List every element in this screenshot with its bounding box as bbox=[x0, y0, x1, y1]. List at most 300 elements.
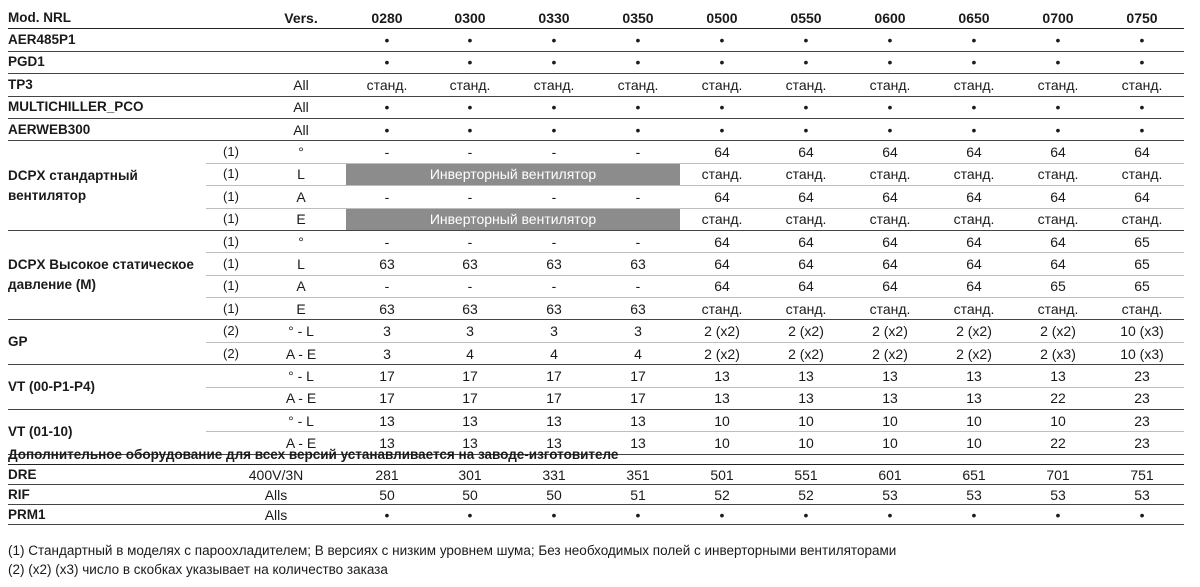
version-cell: All bbox=[256, 96, 346, 118]
value-cell: - bbox=[428, 141, 512, 163]
value-cell: 65 bbox=[1016, 275, 1100, 297]
table-row bbox=[8, 141, 1184, 163]
value-cell: • bbox=[428, 505, 512, 525]
value-cell: - bbox=[512, 186, 596, 208]
value-cell: • bbox=[596, 118, 680, 140]
value-cell: 50 bbox=[428, 485, 512, 505]
value-cell: станд. bbox=[764, 208, 848, 230]
value-cell: 13 bbox=[512, 410, 596, 432]
value-cell: - bbox=[346, 186, 428, 208]
note-header bbox=[206, 7, 256, 29]
optional-title-row bbox=[8, 445, 1184, 465]
version-cell: ° - L bbox=[256, 365, 346, 387]
table-row bbox=[8, 410, 1184, 432]
version-cell: L bbox=[256, 163, 346, 185]
table-row bbox=[8, 320, 1184, 342]
value-cell: • bbox=[1016, 505, 1100, 525]
value-cell: - bbox=[512, 141, 596, 163]
note-cell: (1) bbox=[206, 275, 256, 297]
value-cell: 64 bbox=[680, 186, 764, 208]
value-cell: станд. bbox=[764, 163, 848, 185]
value-cell: 2 (x2) bbox=[848, 320, 932, 342]
value-cell: 63 bbox=[346, 298, 428, 320]
value-cell: 64 bbox=[764, 186, 848, 208]
value-cell: 13 bbox=[680, 365, 764, 387]
value-cell: 63 bbox=[596, 253, 680, 275]
note-cell bbox=[206, 410, 256, 432]
value-cell: 301 bbox=[428, 465, 512, 485]
note-cell bbox=[206, 29, 256, 51]
group-label: VT (01-10) bbox=[8, 410, 206, 455]
version-cell: ° bbox=[256, 141, 346, 163]
value-cell: 2 (x2) bbox=[680, 342, 764, 364]
note-cell: (1) bbox=[206, 141, 256, 163]
version-cell: A - E bbox=[256, 432, 346, 454]
value-cell: • bbox=[346, 118, 428, 140]
value-cell: 64 bbox=[680, 253, 764, 275]
value-cell: 52 bbox=[764, 485, 848, 505]
value-cell: 13 bbox=[512, 432, 596, 454]
table-row bbox=[8, 96, 1184, 118]
value-cell: станд. bbox=[1016, 163, 1100, 185]
value-cell: • bbox=[1016, 51, 1100, 73]
value-cell: 52 bbox=[680, 485, 764, 505]
value-cell: • bbox=[680, 118, 764, 140]
value-cell: 10 bbox=[932, 432, 1016, 454]
table-row bbox=[8, 118, 1184, 140]
value-cell: - bbox=[346, 275, 428, 297]
model-column-header: 0600 bbox=[848, 7, 932, 29]
value-cell: • bbox=[1100, 96, 1184, 118]
value-cell: станд. bbox=[1016, 74, 1100, 96]
version-cell: All bbox=[256, 74, 346, 96]
note-cell: (1) bbox=[206, 186, 256, 208]
version-cell: ° - L bbox=[256, 410, 346, 432]
value-cell: 64 bbox=[932, 186, 1016, 208]
group-label: DCPX стандартный вентилятор bbox=[8, 141, 206, 231]
value-cell: 64 bbox=[932, 253, 1016, 275]
value-cell: - bbox=[596, 275, 680, 297]
table-row bbox=[8, 365, 1184, 387]
value-cell: 13 bbox=[932, 387, 1016, 409]
value-cell: станд. bbox=[1100, 163, 1184, 185]
model-column-header: 0280 bbox=[346, 7, 428, 29]
value-cell: 51 bbox=[596, 485, 680, 505]
accessories-table bbox=[8, 7, 1184, 455]
value-cell: станд. bbox=[680, 74, 764, 96]
note-cell bbox=[206, 51, 256, 73]
value-cell: • bbox=[932, 118, 1016, 140]
value-cell: станд. bbox=[680, 163, 764, 185]
value-cell: 53 bbox=[1100, 485, 1184, 505]
value-cell: 64 bbox=[848, 230, 932, 252]
note-cell: (2) bbox=[206, 342, 256, 364]
value-cell: 10 bbox=[1016, 410, 1100, 432]
value-cell: 10 bbox=[764, 432, 848, 454]
value-cell: 64 bbox=[848, 186, 932, 208]
value-cell: - bbox=[596, 230, 680, 252]
value-cell: 2 (x2) bbox=[1016, 320, 1100, 342]
value-cell: 2 (x2) bbox=[764, 320, 848, 342]
value-cell: • bbox=[512, 51, 596, 73]
value-cell: 63 bbox=[428, 298, 512, 320]
value-cell: - bbox=[512, 230, 596, 252]
inverter-fan-cell: Инверторный вентилятор bbox=[346, 208, 680, 230]
note-cell: (1) bbox=[206, 163, 256, 185]
value-cell: • bbox=[764, 96, 848, 118]
value-cell: - bbox=[428, 186, 512, 208]
note-cell bbox=[206, 387, 256, 409]
value-cell: 501 bbox=[680, 465, 764, 485]
version-cell: A - E bbox=[256, 387, 346, 409]
value-cell: • bbox=[848, 29, 932, 51]
value-cell: • bbox=[596, 96, 680, 118]
table-row bbox=[8, 51, 1184, 73]
note-cell bbox=[206, 74, 256, 96]
value-cell: 701 bbox=[1016, 465, 1100, 485]
version-cell: L bbox=[256, 253, 346, 275]
value-cell: 13 bbox=[428, 432, 512, 454]
value-cell: 2 (x2) bbox=[764, 342, 848, 364]
value-cell: 2 (x2) bbox=[932, 342, 1016, 364]
value-cell: станд. bbox=[1100, 298, 1184, 320]
value-cell: 64 bbox=[1100, 141, 1184, 163]
value-cell: станд. bbox=[1016, 298, 1100, 320]
value-cell: 10 bbox=[932, 410, 1016, 432]
value-cell: станд. bbox=[428, 74, 512, 96]
value-cell: 63 bbox=[428, 253, 512, 275]
value-cell: 17 bbox=[512, 387, 596, 409]
value-cell: 65 bbox=[1100, 253, 1184, 275]
value-cell: • bbox=[764, 505, 848, 525]
version-cell bbox=[256, 29, 346, 51]
value-cell: 651 bbox=[932, 465, 1016, 485]
row-label: AER485P1 bbox=[8, 29, 206, 51]
model-column-header: 0330 bbox=[512, 7, 596, 29]
version-cell: ° - L bbox=[256, 320, 346, 342]
value-cell: 64 bbox=[1016, 141, 1100, 163]
value-cell: • bbox=[346, 505, 428, 525]
version-cell: ° bbox=[256, 230, 346, 252]
value-cell: • bbox=[680, 51, 764, 73]
value-cell: станд. bbox=[848, 163, 932, 185]
note-cell bbox=[206, 96, 256, 118]
value-cell: 4 bbox=[428, 342, 512, 364]
value-cell: • bbox=[346, 51, 428, 73]
value-cell: - bbox=[428, 275, 512, 297]
value-cell: станд. bbox=[764, 298, 848, 320]
value-cell: 50 bbox=[512, 485, 596, 505]
value-cell: 64 bbox=[1016, 253, 1100, 275]
value-cell: • bbox=[848, 51, 932, 73]
value-cell: 64 bbox=[680, 141, 764, 163]
value-cell: 13 bbox=[346, 432, 428, 454]
model-column-header: 0700 bbox=[1016, 7, 1100, 29]
version-cell bbox=[256, 51, 346, 73]
value-cell: станд. bbox=[680, 298, 764, 320]
value-cell: 551 bbox=[764, 465, 848, 485]
note-cell: (1) bbox=[206, 208, 256, 230]
value-cell: станд. bbox=[1100, 74, 1184, 96]
value-cell: • bbox=[848, 505, 932, 525]
value-cell: 64 bbox=[1016, 230, 1100, 252]
value-cell: 23 bbox=[1100, 410, 1184, 432]
value-cell: 2 (x2) bbox=[680, 320, 764, 342]
row-label: AERWEB300 bbox=[8, 118, 206, 140]
note-cell: (2) bbox=[206, 320, 256, 342]
inverter-fan-cell: Инверторный вентилятор bbox=[346, 163, 680, 185]
version-cell: 400V/3N bbox=[206, 465, 346, 485]
model-column-header: 0550 bbox=[764, 7, 848, 29]
value-cell: станд. bbox=[680, 208, 764, 230]
value-cell: станд. bbox=[848, 208, 932, 230]
value-cell: 13 bbox=[848, 387, 932, 409]
value-cell: станд. bbox=[848, 74, 932, 96]
value-cell: станд. bbox=[764, 74, 848, 96]
version-cell: Alls bbox=[206, 505, 346, 525]
value-cell: 351 bbox=[596, 465, 680, 485]
value-cell: станд. bbox=[932, 163, 1016, 185]
version-cell: A - E bbox=[256, 342, 346, 364]
model-column-header: 0650 bbox=[932, 7, 1016, 29]
version-cell: E bbox=[256, 298, 346, 320]
value-cell: 17 bbox=[428, 365, 512, 387]
value-cell: • bbox=[428, 118, 512, 140]
value-cell: • bbox=[848, 96, 932, 118]
table-row bbox=[8, 74, 1184, 96]
value-cell: 13 bbox=[764, 365, 848, 387]
value-cell: 13 bbox=[1016, 365, 1100, 387]
value-cell: 10 (x3) bbox=[1100, 342, 1184, 364]
value-cell: 17 bbox=[596, 387, 680, 409]
header-row bbox=[8, 7, 1184, 29]
value-cell: 17 bbox=[428, 387, 512, 409]
footnote-2: (2) (x2) (x3) число в скобках указывает на количество заказа bbox=[8, 562, 388, 577]
table-row bbox=[8, 29, 1184, 51]
value-cell: 10 (x3) bbox=[1100, 320, 1184, 342]
value-cell: 331 bbox=[512, 465, 596, 485]
value-cell: 50 bbox=[346, 485, 428, 505]
value-cell: • bbox=[512, 118, 596, 140]
value-cell: 2 (x2) bbox=[932, 320, 1016, 342]
value-cell: • bbox=[932, 505, 1016, 525]
row-label: PGD1 bbox=[8, 51, 206, 73]
value-cell: 17 bbox=[512, 365, 596, 387]
value-cell: 64 bbox=[848, 275, 932, 297]
value-cell: 63 bbox=[346, 253, 428, 275]
note-cell: (1) bbox=[206, 253, 256, 275]
value-cell: 64 bbox=[932, 275, 1016, 297]
table-row bbox=[8, 505, 1184, 525]
value-cell: 4 bbox=[512, 342, 596, 364]
value-cell: 23 bbox=[1100, 365, 1184, 387]
value-cell: 63 bbox=[596, 298, 680, 320]
value-cell: 53 bbox=[932, 485, 1016, 505]
value-cell: 64 bbox=[932, 230, 1016, 252]
value-cell: • bbox=[512, 29, 596, 51]
version-cell: A bbox=[256, 275, 346, 297]
value-cell: 64 bbox=[680, 230, 764, 252]
value-cell: 53 bbox=[1016, 485, 1100, 505]
value-cell: 3 bbox=[596, 320, 680, 342]
value-cell: 64 bbox=[764, 230, 848, 252]
value-cell: • bbox=[932, 96, 1016, 118]
value-cell: 22 bbox=[1016, 387, 1100, 409]
row-label: RIF bbox=[8, 485, 206, 505]
version-cell: A bbox=[256, 186, 346, 208]
value-cell: • bbox=[680, 29, 764, 51]
value-cell: 13 bbox=[346, 410, 428, 432]
value-cell: станд. bbox=[346, 74, 428, 96]
value-cell: • bbox=[764, 118, 848, 140]
value-cell: • bbox=[428, 51, 512, 73]
value-cell: • bbox=[764, 51, 848, 73]
value-cell: 10 bbox=[680, 410, 764, 432]
note-cell: (1) bbox=[206, 298, 256, 320]
version-header: Vers. bbox=[256, 7, 346, 29]
value-cell: - bbox=[596, 141, 680, 163]
value-cell: - bbox=[512, 275, 596, 297]
value-cell: 17 bbox=[346, 365, 428, 387]
value-cell: • bbox=[848, 118, 932, 140]
value-cell: 281 bbox=[346, 465, 428, 485]
value-cell: станд. bbox=[932, 298, 1016, 320]
value-cell: 64 bbox=[764, 141, 848, 163]
value-cell: 63 bbox=[512, 253, 596, 275]
value-cell: 64 bbox=[932, 141, 1016, 163]
value-cell: • bbox=[932, 51, 1016, 73]
value-cell: станд. bbox=[848, 298, 932, 320]
value-cell: станд. bbox=[512, 74, 596, 96]
value-cell: 3 bbox=[346, 342, 428, 364]
value-cell: 64 bbox=[680, 275, 764, 297]
value-cell: 13 bbox=[932, 365, 1016, 387]
value-cell: 10 bbox=[764, 410, 848, 432]
value-cell: • bbox=[1016, 29, 1100, 51]
value-cell: - bbox=[428, 230, 512, 252]
value-cell: • bbox=[1100, 118, 1184, 140]
value-cell: 3 bbox=[512, 320, 596, 342]
row-label: PRM1 bbox=[8, 505, 206, 525]
value-cell: - bbox=[596, 186, 680, 208]
value-cell: 64 bbox=[764, 253, 848, 275]
group-label: GP bbox=[8, 320, 206, 365]
value-cell: 64 bbox=[764, 275, 848, 297]
value-cell: 751 bbox=[1100, 465, 1184, 485]
value-cell: • bbox=[764, 29, 848, 51]
value-cell: станд. bbox=[596, 74, 680, 96]
value-cell: • bbox=[1016, 96, 1100, 118]
value-cell: 13 bbox=[764, 387, 848, 409]
model-column-header: 0500 bbox=[680, 7, 764, 29]
value-cell: 13 bbox=[848, 365, 932, 387]
value-cell: 2 (x3) bbox=[1016, 342, 1100, 364]
footnote-1: (1) Стандартный в моделях с пароохладителем; В версиях с низким уровнем шума; Без необходимых полей с инверторными вентиляторами bbox=[8, 543, 897, 558]
value-cell: • bbox=[512, 96, 596, 118]
value-cell: 10 bbox=[848, 432, 932, 454]
value-cell: • bbox=[1100, 505, 1184, 525]
value-cell: • bbox=[680, 505, 764, 525]
note-cell: (1) bbox=[206, 230, 256, 252]
value-cell: • bbox=[1100, 51, 1184, 73]
value-cell: 17 bbox=[596, 365, 680, 387]
value-cell: 10 bbox=[848, 410, 932, 432]
group-label: DCPX Высокое статическое давление (M) bbox=[8, 230, 206, 320]
value-cell: 13 bbox=[596, 410, 680, 432]
value-cell: 23 bbox=[1100, 387, 1184, 409]
model-column-header: 0750 bbox=[1100, 7, 1184, 29]
value-cell: станд. bbox=[932, 208, 1016, 230]
value-cell: 2 (x2) bbox=[848, 342, 932, 364]
table-row bbox=[8, 465, 1184, 485]
group-label: VT (00-P1-P4) bbox=[8, 365, 206, 410]
value-cell: • bbox=[596, 29, 680, 51]
model-header: Mod. NRL bbox=[8, 7, 206, 29]
version-cell: Alls bbox=[206, 485, 346, 505]
value-cell: 65 bbox=[1100, 275, 1184, 297]
value-cell: • bbox=[1016, 118, 1100, 140]
value-cell: 64 bbox=[848, 141, 932, 163]
note-cell bbox=[206, 118, 256, 140]
value-cell: станд. bbox=[1016, 208, 1100, 230]
value-cell: 3 bbox=[346, 320, 428, 342]
value-cell: 4 bbox=[596, 342, 680, 364]
model-column-header: 0350 bbox=[596, 7, 680, 29]
table-row bbox=[8, 485, 1184, 505]
value-cell: • bbox=[512, 505, 596, 525]
value-cell: 64 bbox=[848, 253, 932, 275]
value-cell: 65 bbox=[1100, 230, 1184, 252]
value-cell: • bbox=[346, 29, 428, 51]
value-cell: 10 bbox=[680, 432, 764, 454]
value-cell: 3 bbox=[428, 320, 512, 342]
row-label: MULTICHILLER_PCO bbox=[8, 96, 206, 118]
version-cell: All bbox=[256, 118, 346, 140]
value-cell: • bbox=[1100, 29, 1184, 51]
value-cell: • bbox=[680, 96, 764, 118]
value-cell: • bbox=[596, 505, 680, 525]
value-cell: 17 bbox=[346, 387, 428, 409]
value-cell: 22 bbox=[1016, 432, 1100, 454]
version-cell: E bbox=[256, 208, 346, 230]
value-cell: • bbox=[428, 96, 512, 118]
value-cell: 13 bbox=[680, 387, 764, 409]
value-cell: • bbox=[428, 29, 512, 51]
row-label: TP3 bbox=[8, 74, 206, 96]
model-column-header: 0300 bbox=[428, 7, 512, 29]
optional-equipment-table bbox=[8, 445, 1184, 525]
table-row bbox=[8, 230, 1184, 252]
value-cell: 64 bbox=[1016, 186, 1100, 208]
footnotes bbox=[8, 541, 896, 579]
value-cell: 601 bbox=[848, 465, 932, 485]
value-cell: 13 bbox=[596, 432, 680, 454]
value-cell: станд. bbox=[1100, 208, 1184, 230]
value-cell: 63 bbox=[512, 298, 596, 320]
value-cell: • bbox=[596, 51, 680, 73]
value-cell: 53 bbox=[848, 485, 932, 505]
value-cell: • bbox=[932, 29, 1016, 51]
value-cell: станд. bbox=[932, 74, 1016, 96]
value-cell: 23 bbox=[1100, 432, 1184, 454]
optional-title: Дополнительное оборудование для всех версий устанавливается на заводе-изготовителе bbox=[8, 445, 1184, 465]
value-cell: - bbox=[346, 230, 428, 252]
value-cell: • bbox=[346, 96, 428, 118]
value-cell: 13 bbox=[428, 410, 512, 432]
row-label: DRE bbox=[8, 465, 206, 485]
value-cell: - bbox=[346, 141, 428, 163]
note-cell bbox=[206, 365, 256, 387]
